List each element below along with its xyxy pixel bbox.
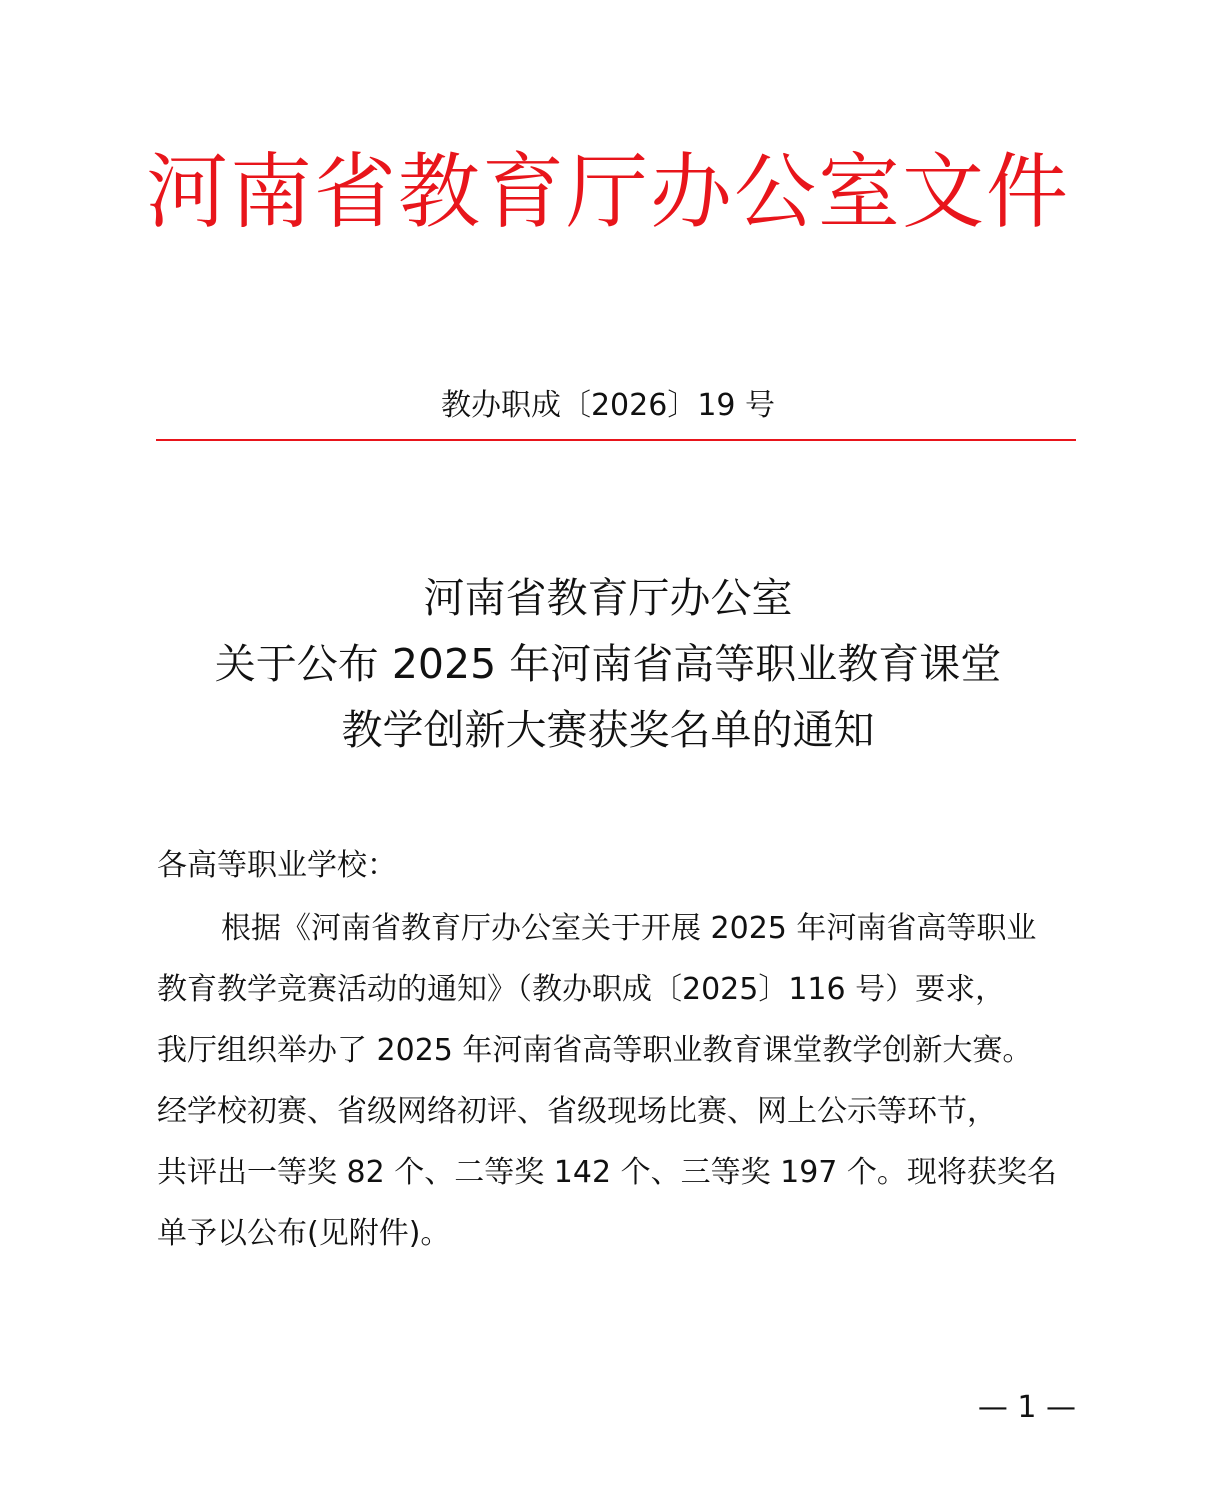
body-line: 根据《河南省教育厅办公室关于开展 2025 年河南省高等职业 [221, 911, 1037, 946]
notice-title-line: 河南省教育厅办公室 [423, 574, 793, 622]
body-line: 我厅组织举办了 2025 年河南省高等职业教育课堂教学创新大赛。 [157, 1033, 1033, 1068]
page-number: — 1 — [977, 1390, 1076, 1425]
body-paragraph [157, 898, 1077, 1264]
body-line: 共评出一等奖 82 个、二等奖 142 个、三等奖 197 个。现将获奖名 [157, 1155, 1057, 1190]
notice-title [0, 565, 1216, 763]
body-line: 教育教学竞赛活动的通知》（教办职成〔2025〕116 号）要求， [157, 972, 1006, 1007]
salutation: 各高等职业学校： [157, 848, 397, 883]
notice-title-line: 关于公布 2025 年河南省高等职业教育课堂 [214, 640, 1002, 688]
body-line: 经学校初赛、省级网络初评、省级现场比赛、网上公示等环节， [157, 1094, 997, 1129]
red-divider-line [156, 439, 1076, 441]
body-line: 单予以公布(见附件)。 [157, 1216, 451, 1251]
notice-title-line: 教学创新大赛获奖名单的通知 [341, 706, 875, 754]
document-number: 教办职成〔2026〕19 号 [440, 388, 776, 423]
issuer-header-title: 河南省教育厅办公室文件 [145, 145, 1070, 240]
